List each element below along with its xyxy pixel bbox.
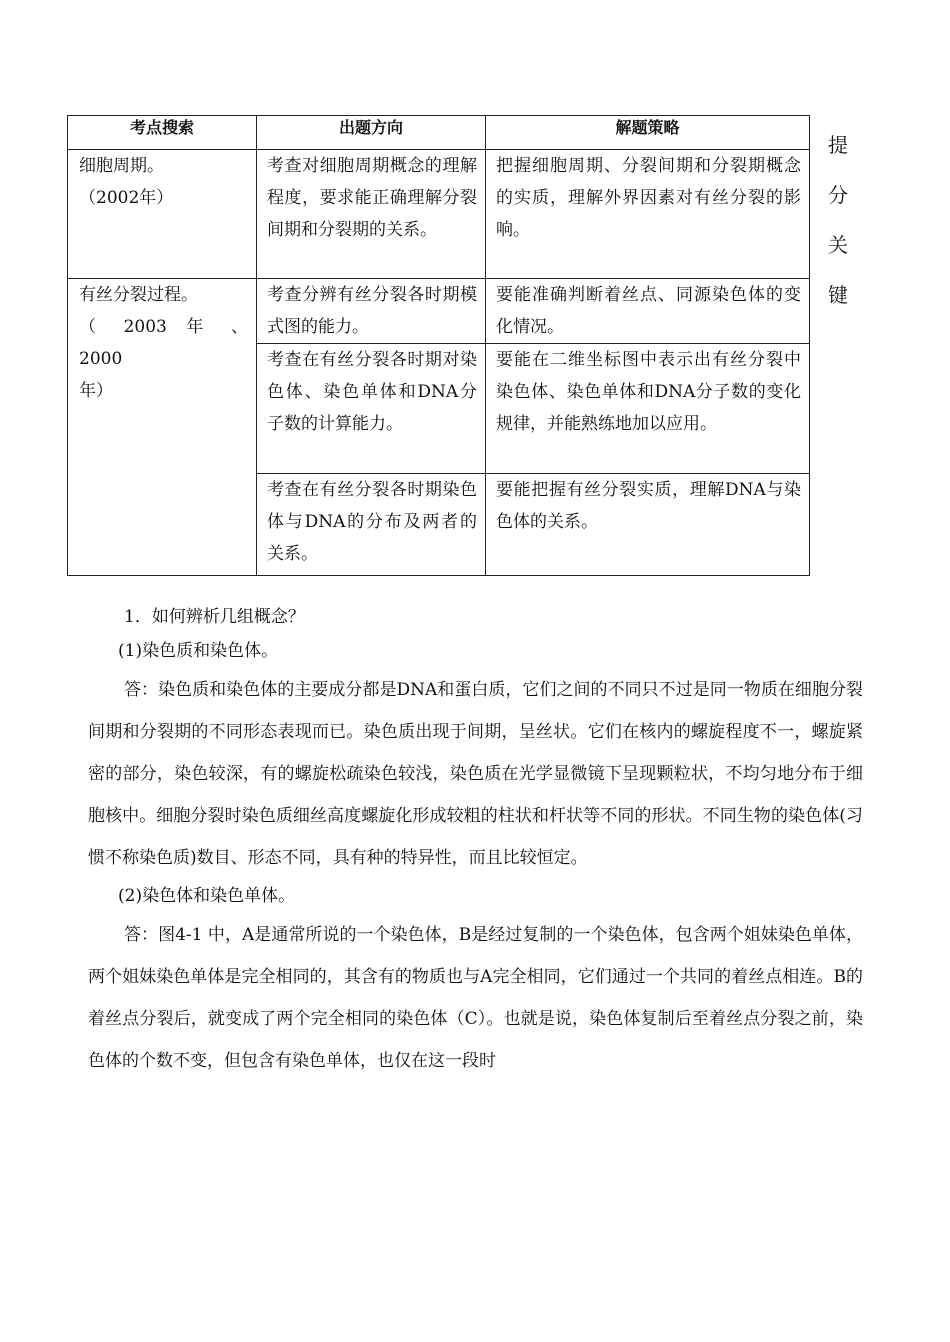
direction-cell: 考查在有丝分裂各时期对染色体、染色单体和DNA分子数的计算能力。 — [257, 344, 486, 474]
header-direction: 出题方向 — [257, 116, 486, 150]
strategy-cell: 要能把握有丝分裂实质，理解DNA与染色体的关系。 — [486, 474, 810, 576]
strategy-cell: 把握细胞周期、分裂间期和分裂期概念的实质，理解外界因素对有丝分裂的影响。 — [486, 150, 810, 279]
direction-cell: 考查在有丝分裂各时期染色体与DNA的分布及两者的关系。 — [257, 474, 486, 576]
answer-paragraph: 答：图4-1 中，A是通常所说的一个染色体，B是经过复制的一个染色体，包含两个姐妹染色单体，两个姐妹染色单体是完全相同的，其含有的物质也与A完全相同，它们通过一个共同的着丝点相连。B的着丝点分裂后，就变成了两个完全相同的染色体（C）。也就是说，染色体复制后至着丝点分裂之前，染色体的个数不变，但包含有染色单体，也仅在这一段时 — [88, 925, 863, 1071]
header-topic: 考点搜索 — [68, 116, 257, 150]
answer-paragraph: 答：染色质和染色体的主要成分都是DNA和蛋白质，它们之间的不同只不过是同一物质在细胞分裂间期和分裂期的不同形态表现而已。染色质出现于间期，呈丝状。它们在核内的螺旋程度不一，螺旋紧密的部分，染色较深，有的螺旋松疏染色较浅，染色质在光学显微镜下呈现颗粒状，不均匀地分布于细胞核中。细胞分裂时染色质细丝高度螺旋化形成较粗的柱状和杆状等不同的形状。不同生物的染色体(习惯不称染色质)数目、形态不同，具有种的特异性，而且比较恒定。 — [88, 680, 863, 868]
side-label-char: 分 — [828, 183, 848, 207]
topic-cell — [68, 279, 257, 576]
side-label-char: 键 — [828, 283, 848, 307]
topic-line: 年） — [79, 381, 113, 401]
direction-cell: 考查分辨有丝分裂各时期模式图的能力。 — [257, 279, 486, 344]
table-row-cell-cycle — [68, 150, 810, 279]
table-header-row — [68, 116, 810, 150]
header-strategy: 解题策略 — [486, 116, 810, 150]
topic-line: （ 2003 年 、 2000 — [79, 317, 248, 369]
table-row-mitosis — [68, 279, 810, 344]
strategy-cell: 要能在二维坐标图中表示出有丝分裂中染色体、染色单体和DNA分子数的变化规律，并能熟练地加以应用。 — [486, 344, 810, 474]
strategy-cell: 要能准确判断着丝点、同源染色体的变化情况。 — [486, 279, 810, 344]
direction-cell: 考查对细胞周期概念的理解程度，要求能正确理解分裂间期和分裂期的关系。 — [257, 150, 486, 279]
explanation-section — [88, 600, 863, 1082]
topic-line: 有丝分裂过程。 — [79, 285, 198, 305]
topic-line: 细胞周期。 — [79, 156, 164, 176]
topic-cell — [68, 150, 257, 279]
topic-line: （2002年） — [79, 188, 174, 208]
question-heading: 1．如何辨析几组概念？ — [124, 607, 305, 627]
side-label-char: 关 — [828, 233, 848, 257]
subsection-heading: (1)染色质和染色体。 — [118, 641, 279, 661]
subsection-heading: (2)染色体和染色单体。 — [118, 886, 296, 906]
side-label-char: 提 — [828, 133, 848, 157]
exam-points-table — [67, 115, 810, 576]
side-label-vertical — [826, 120, 850, 320]
